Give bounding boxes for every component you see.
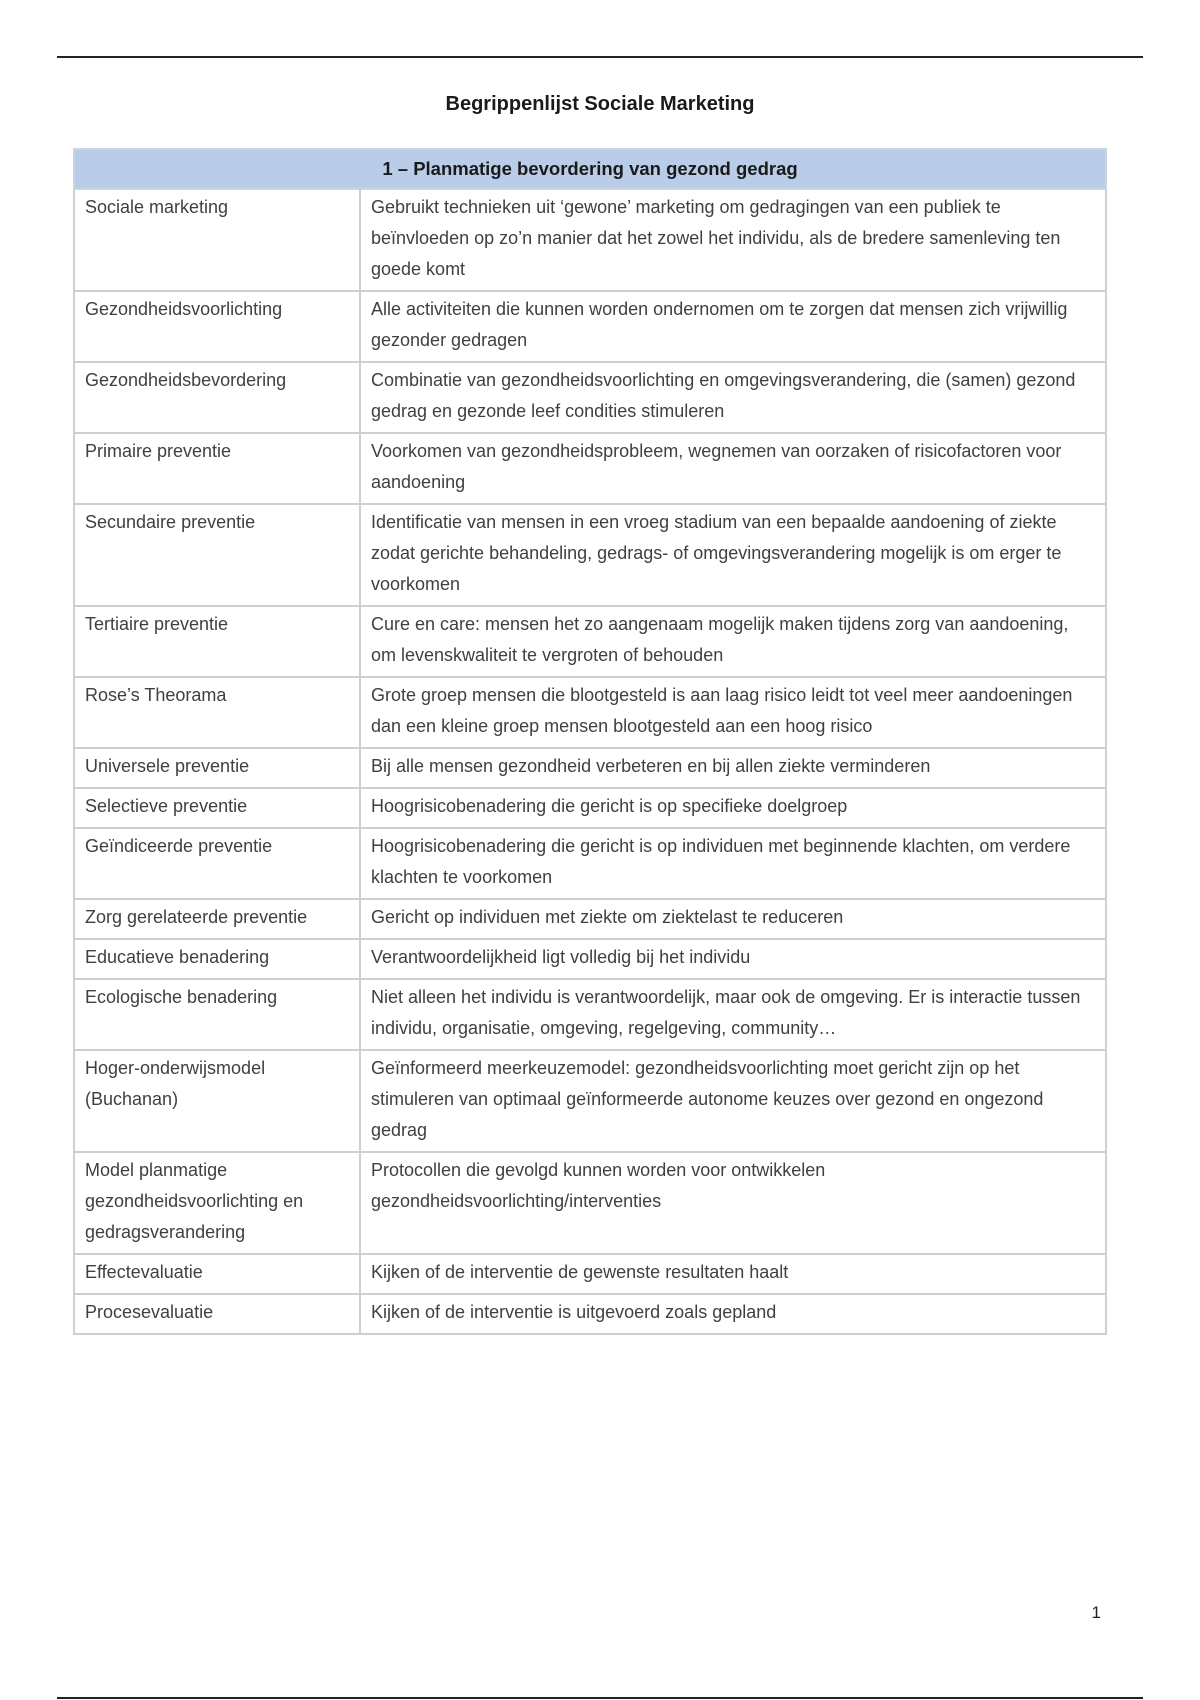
top-rule <box>57 56 1143 58</box>
definition-cell: Identificatie van mensen in een vroeg stadium van een bepaalde aandoening of ziekte zodat gerichte behandeling, gedrags- of omgevingsverandering mogelijk is om erger te voorkomen <box>360 504 1106 606</box>
term-cell: Secundaire preventie <box>74 504 360 606</box>
table-row <box>74 979 1106 1050</box>
table-row <box>74 939 1106 979</box>
term-cell: Zorg gerelateerde preventie <box>74 899 360 939</box>
definition-cell: Geïnformeerd meerkeuzemodel: gezondheidsvoorlichting moet gericht zijn op het stimuleren van optimaal geïnformeerde autonome keuzes over gezond en ongezond gedrag <box>360 1050 1106 1152</box>
term-cell: Ecologische benadering <box>74 979 360 1050</box>
definition-cell: Cure en care: mensen het zo aangenaam mogelijk maken tijdens zorg van aandoening, om levenskwaliteit te vergroten of behouden <box>360 606 1106 677</box>
table-row <box>74 504 1106 606</box>
table-row <box>74 1152 1106 1254</box>
definition-cell: Kijken of de interventie is uitgevoerd zoals gepland <box>360 1294 1106 1334</box>
table-row <box>74 362 1106 433</box>
definition-cell: Hoogrisicobenadering die gericht is op individuen met beginnende klachten, om verdere klachten te voorkomen <box>360 828 1106 899</box>
table-row <box>74 433 1106 504</box>
table-row <box>74 899 1106 939</box>
definition-cell: Combinatie van gezondheidsvoorlichting en omgevingsverandering, die (samen) gezond gedrag en gezonde leef condities stimuleren <box>360 362 1106 433</box>
table-row <box>74 189 1106 291</box>
table-row <box>74 606 1106 677</box>
bottom-rule <box>57 1697 1143 1699</box>
term-cell: Hoger-onderwijsmodel (Buchanan) <box>74 1050 360 1152</box>
table-row <box>74 788 1106 828</box>
term-cell: Selectieve preventie <box>74 788 360 828</box>
term-cell: Gezondheidsvoorlichting <box>74 291 360 362</box>
term-cell: Universele preventie <box>74 748 360 788</box>
definition-cell: Bij alle mensen gezondheid verbeteren en bij allen ziekte verminderen <box>360 748 1106 788</box>
definition-cell: Protocollen die gevolgd kunnen worden voor ontwikkelen gezondheidsvoorlichting/interventies <box>360 1152 1106 1254</box>
definition-cell: Gericht op individuen met ziekte om ziektelast te reduceren <box>360 899 1106 939</box>
definition-cell: Voorkomen van gezondheidsprobleem, wegnemen van oorzaken of risicofactoren voor aandoening <box>360 433 1106 504</box>
term-cell: Effectevaluatie <box>74 1254 360 1294</box>
term-cell: Rose’s Theorama <box>74 677 360 748</box>
page-title: Begrippenlijst Sociale Marketing <box>445 93 755 116</box>
definition-cell: Kijken of de interventie de gewenste resultaten haalt <box>360 1254 1106 1294</box>
table-row <box>74 291 1106 362</box>
table-row <box>74 677 1106 748</box>
definition-cell: Grote groep mensen die blootgesteld is aan laag risico leidt tot veel meer aandoeningen dan een kleine groep mensen blootgesteld aan een hoog risico <box>360 677 1106 748</box>
glossary-table <box>73 148 1107 1335</box>
definition-cell: Verantwoordelijkheid ligt volledig bij het individu <box>360 939 1106 979</box>
term-cell: Model planmatige gezondheidsvoorlichting en gedragsverandering <box>74 1152 360 1254</box>
term-cell: Educatieve benadering <box>74 939 360 979</box>
section-header-row <box>74 149 1106 189</box>
term-cell: Sociale marketing <box>74 189 360 291</box>
table-row <box>74 748 1106 788</box>
term-cell: Procesevaluatie <box>74 1294 360 1334</box>
definition-cell: Alle activiteiten die kunnen worden ondernomen om te zorgen dat mensen zich vrijwillig gezonder gedragen <box>360 291 1106 362</box>
table-row <box>74 1050 1106 1152</box>
table-row <box>74 1294 1106 1334</box>
page-number: 1 <box>1091 1603 1101 1622</box>
term-cell: Tertiaire preventie <box>74 606 360 677</box>
definition-cell: Gebruikt technieken uit ‘gewone’ marketing om gedragingen van een publiek te beïnvloeden op zo’n manier dat het zowel het individu, als de bredere samenleving ten goede komt <box>360 189 1106 291</box>
table-row <box>74 1254 1106 1294</box>
definition-cell: Niet alleen het individu is verantwoordelijk, maar ook de omgeving. Er is interactie tussen individu, organisatie, omgeving, regelgeving, community… <box>360 979 1106 1050</box>
definition-cell: Hoogrisicobenadering die gericht is op specifieke doelgroep <box>360 788 1106 828</box>
term-cell: Gezondheidsbevordering <box>74 362 360 433</box>
table-row <box>74 828 1106 899</box>
section-header: 1 – Planmatige bevordering van gezond gedrag <box>74 149 1106 189</box>
term-cell: Geïndiceerde preventie <box>74 828 360 899</box>
term-cell: Primaire preventie <box>74 433 360 504</box>
